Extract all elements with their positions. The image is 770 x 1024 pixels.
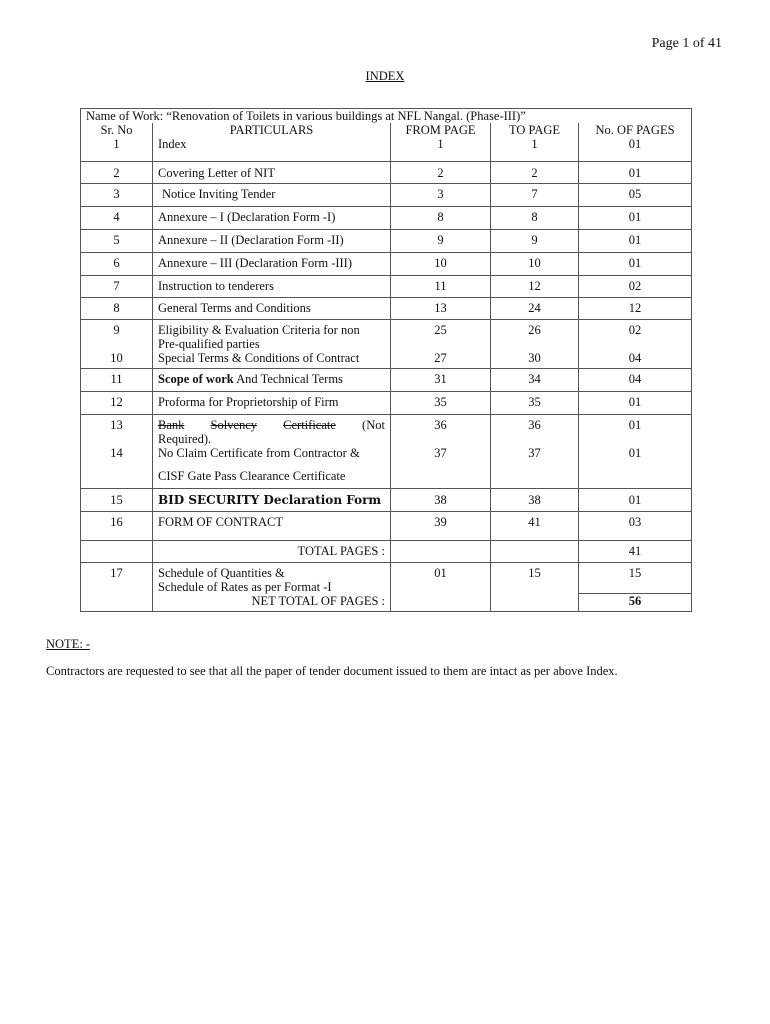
row-particulars: BID SECURITY Declaration Form [153, 488, 391, 511]
particulars-text: No Claim Certificate from Contractor & [158, 446, 360, 460]
row-pages: 01 [579, 488, 692, 511]
row-to: 41 [491, 511, 579, 540]
row-sr: 3 [81, 183, 153, 206]
row-from: 39 [391, 511, 491, 540]
row-to: 1 [491, 137, 579, 161]
col-from-page: FROM PAGE [391, 123, 491, 137]
total-value: 41 [579, 540, 692, 562]
table-row [81, 206, 692, 229]
row-sr: 15 [81, 488, 153, 511]
row-from: 13 [391, 297, 491, 319]
net-total-value: 56 [579, 594, 692, 612]
row-pages: 01 [579, 392, 692, 415]
row-particulars: General Terms and Conditions [153, 297, 391, 319]
total-label: TOTAL PAGES : [153, 540, 391, 562]
row-particulars [153, 319, 391, 351]
row-from: 1 [391, 137, 491, 161]
row-from: 35 [391, 392, 491, 415]
table-row [81, 392, 692, 415]
particulars-text: CISF Gate Pass Clearance Certificate [158, 469, 346, 483]
row-sr: 4 [81, 206, 153, 229]
row-from: 11 [391, 275, 491, 297]
row-pages: 15 [579, 562, 692, 594]
row-pages: 01 [579, 206, 692, 229]
row-sr: 14 [81, 446, 153, 488]
row-particulars: Special Terms & Conditions of Contract [153, 351, 391, 369]
row-from: 2 [391, 161, 491, 183]
col-sr-no: Sr. No [81, 123, 153, 137]
table-row [81, 446, 692, 488]
particulars-text: Pre-qualified parties [158, 336, 260, 351]
row-sr: 5 [81, 229, 153, 252]
row-pages: 01 [579, 229, 692, 252]
row-to: 35 [491, 392, 579, 415]
row-to: 34 [491, 369, 579, 392]
row-to: 9 [491, 229, 579, 252]
row-from: 3 [391, 183, 491, 206]
row-pages: 05 [579, 183, 692, 206]
row-pages: 02 [579, 275, 692, 297]
row-to: 7 [491, 183, 579, 206]
table-row [81, 183, 692, 206]
note-text: Contractors are requested to see that all the paper of tender document issued to them are intact as per above Index. [46, 664, 618, 678]
particulars-text: Schedule of Quantities & [158, 565, 285, 580]
table-row [81, 161, 692, 183]
row-to: 30 [491, 351, 579, 369]
particulars-text: And Technical Terms [233, 372, 343, 386]
row-to: 12 [491, 275, 579, 297]
row-pages: 04 [579, 369, 692, 392]
row-from: 38 [391, 488, 491, 511]
particulars-text: (Not [362, 418, 385, 432]
particulars-text: Required). [158, 432, 212, 446]
note-label: NOTE: - [46, 637, 91, 651]
row-sr: 8 [81, 297, 153, 319]
row-sr: 13 [81, 415, 153, 447]
row-pages: 04 [579, 351, 692, 369]
row-from: 9 [391, 229, 491, 252]
row-particulars [153, 415, 391, 447]
table-row [81, 511, 692, 540]
table-row [81, 297, 692, 319]
row-particulars: Annexure – II (Declaration Form -II) [153, 229, 391, 252]
particulars-text: Schedule of Rates as per Format -I [158, 579, 332, 594]
row-to: 2 [491, 161, 579, 183]
row-from: 27 [391, 351, 491, 369]
particulars-text: Eligibility & Evaluation Criteria for non [158, 322, 360, 337]
row-from: 10 [391, 252, 491, 275]
strike-text: Certificate [283, 418, 336, 432]
row-particulars: Instruction to tenderers [153, 275, 391, 297]
total-row [81, 540, 692, 562]
row-from: 8 [391, 206, 491, 229]
table-row [81, 562, 692, 594]
row-to: 26 [491, 319, 579, 351]
row-sr: 12 [81, 392, 153, 415]
row-from: 31 [391, 369, 491, 392]
row-to: 36 [491, 415, 579, 447]
particulars-bold-text: Scope of work [158, 372, 234, 386]
row-pages: 01 [579, 415, 692, 447]
row-particulars: Annexure – III (Declaration Form -III) [153, 252, 391, 275]
row-from: 25 [391, 319, 491, 351]
row-pages: 03 [579, 511, 692, 540]
row-sr: 16 [81, 511, 153, 540]
row-pages: 01 [579, 137, 692, 161]
row-to: 38 [491, 488, 579, 511]
row-particulars: Proforma for Proprietorship of Firm [153, 392, 391, 415]
col-particulars: PARTICULARS [153, 123, 391, 137]
row-particulars: Annexure – I (Declaration Form -I) [153, 206, 391, 229]
row-to: 15 [491, 562, 579, 594]
particulars-line [158, 418, 385, 432]
table-row [81, 319, 692, 351]
row-pages: 12 [579, 297, 692, 319]
row-pages: 02 [579, 319, 692, 351]
row-from: 37 [391, 446, 491, 488]
row-pages: 01 [579, 161, 692, 183]
row-particulars: Covering Letter of NIT [153, 161, 391, 183]
table-row [81, 137, 692, 161]
row-sr: 9 [81, 319, 153, 351]
row-sr: 7 [81, 275, 153, 297]
row-sr: 2 [81, 161, 153, 183]
row-to: 24 [491, 297, 579, 319]
work-name-row [81, 109, 692, 124]
row-particulars: FORM OF CONTRACT [153, 511, 391, 540]
row-from: 36 [391, 415, 491, 447]
table-row [81, 275, 692, 297]
row-particulars [153, 562, 391, 594]
index-title: INDEX [365, 69, 405, 83]
table-row [81, 415, 692, 447]
row-sr: 6 [81, 252, 153, 275]
net-total-label: NET TOTAL OF PAGES : [153, 594, 391, 612]
row-to: 37 [491, 446, 579, 488]
strike-text: Bank [158, 418, 185, 432]
table-row [81, 369, 692, 392]
row-pages: 01 [579, 446, 692, 488]
row-particulars: Index [153, 137, 391, 161]
page-number: Page 1 of 41 [651, 36, 722, 51]
row-to: 10 [491, 252, 579, 275]
col-no-of-pages: No. OF PAGES [579, 123, 692, 137]
row-particulars [153, 446, 391, 488]
header-row [81, 123, 692, 137]
row-from: 01 [391, 562, 491, 594]
index-table [80, 108, 692, 612]
row-sr: 17 [81, 562, 153, 594]
table-row [81, 252, 692, 275]
row-to: 8 [491, 206, 579, 229]
table-row [81, 229, 692, 252]
work-name: Name of Work: “Renovation of Toilets in various buildings at NFL Nangal. (Phase-III)” [81, 109, 692, 124]
row-pages: 01 [579, 252, 692, 275]
row-sr: 11 [81, 369, 153, 392]
table-row [81, 488, 692, 511]
table-row [81, 351, 692, 369]
row-particulars [153, 369, 391, 392]
row-sr: 10 [81, 351, 153, 369]
net-total-row [81, 594, 692, 612]
particulars-line [158, 323, 385, 337]
row-sr: 1 [81, 137, 153, 161]
row-particulars: Notice Inviting Tender [153, 183, 391, 206]
strike-text: Solvency [210, 418, 258, 432]
col-to-page: TO PAGE [491, 123, 579, 137]
